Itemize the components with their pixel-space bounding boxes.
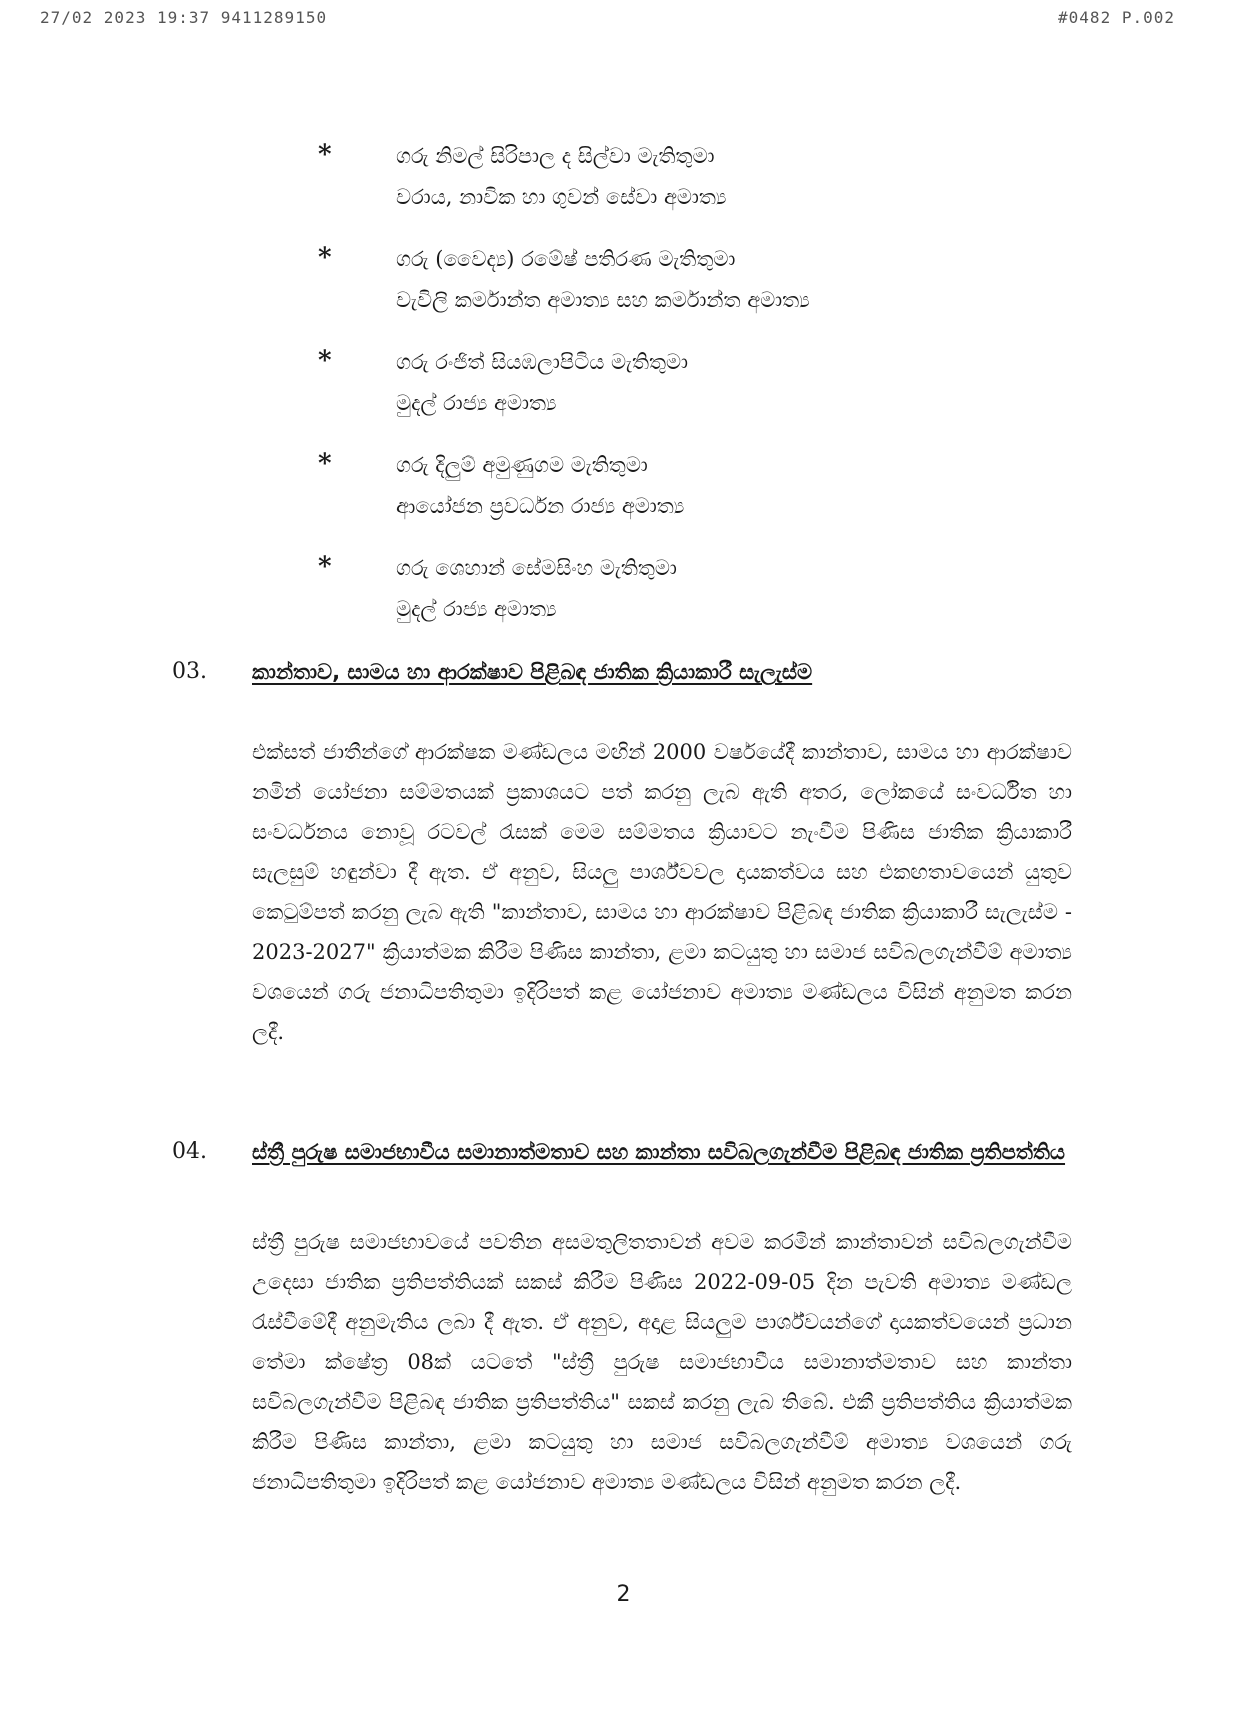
minister-name: ගරු නිමල් සිරිපාල ද සිල්වා මැතිතුමා — [396, 144, 715, 168]
minister-name: ගරු ශෙහාන් සේමසිංහ මැතිතුමා — [396, 556, 677, 580]
fax-header — [40, 8, 1175, 32]
section-number: 04. — [172, 1139, 207, 1164]
minister-name: ගරු දිලුම් අමුණුගම මැතිතුමා — [396, 453, 648, 477]
section-body: එක්සත් ජාතීන්ගේ ආරක්ෂක මණ්ඩලය මඟින් 2000 වර්ෂයේදී කාන්තාව, සාමය හා ආරක්ෂාව නමින් යෝජනා සම්මතයක් ප්‍රකාශයට පත් කරනු ලැබ ඇති අතර, ලෝකයේ සංවර්ධිත හා සංවර්ධනය නොවූ රටවල් රැසක් මෙම සම්මතය ක්‍රියාවට නැංවීම පිණිස ජාතික ක්‍රියාකාරී සැලසුම් හඳුන්වා දී ඇත. ඒ අනුව, සියලු පාර්ශ්වවල දායකත්වය සහ එකඟතාවයෙන් යුතුව කෙටුම්පත් කරනු ලැබ ඇති "කාන්තාව, සාමය හා ආරක්ෂාව පිළිබඳ ජාතික ක්‍රියාකාරී සැලැස්ම - 2023-2027" ක්‍රියාත්මක කිරීම පිණිස කාන්තා, ළමා කටයුතු හා සමාජ සවිබලගැන්වීම් අමාත්‍ය වශයෙන් ගරු ජනාධිපතිතුමා ඉදිරිපත් කළ යෝජනාව අමාත්‍ය මණ්ඩලය විසින් අනුමත කරන ලදී. — [252, 740, 1072, 1044]
bullet-asterisk: * — [318, 346, 332, 376]
list-item — [318, 342, 1038, 445]
fax-timestamp: 27/02 2023 19:37 9411289150 — [40, 8, 328, 27]
section-number: 03. — [172, 659, 207, 684]
section-title: කාන්තාව, සාමය හා ආරක්ෂාව පිළිබඳ ජාතික ක්‍රියාකාරී සැලැස්ම — [252, 660, 813, 684]
minister-portfolio: මුදල් රාජ්‍ය අමාත්‍ය — [396, 391, 557, 415]
minister-name: ගරු (වෛද්‍ය) රමේෂ් පතිරණ මැතිතුමා — [396, 247, 736, 271]
page-number: 2 — [616, 1582, 631, 1607]
section-body: ස්ත්‍රී පුරුෂ සමාජභාවයේ පවතින අසමතුලිතතාවන් අවම කරමින් කාන්තාවන් සවිබලගැන්වීම උදෙසා ජාතික ප්‍රතිපත්තියක් සකස් කිරීම පිණිස 2022-09-05 දින පැවති අමාත්‍ය මණ්ඩල රැස්වීමේදී අනුමැතිය ලබා දී ඇත. ඒ අනුව, අදාළ සියලුම පාර්ශ්වයන්ගේ දායකත්වයෙන් ප්‍රධාන තේමා ක්ෂේත්‍ර 08ක් යටතේ "ස්ත්‍රී පුරුෂ සමාජභාවීය සමානාත්මතාව සහ කාන්තා සවිබලගැන්වීම පිළිබඳ ජාතික ප්‍රතිපත්තිය" සකස් කරනු ලැබ තිබේ. එකී ප්‍රතිපත්තිය ක්‍රියාත්මක කිරීම පිණිස කාන්තා, ළමා කටයුතු හා සමාජ සවිබලගැන්වීම් අමාත්‍ය වශයෙන් ගරු ජනාධිපතිතුමා ඉදිරිපත් කළ යෝජනාව අමාත්‍ය මණ්ඩලය විසින් අනුමත කරන ලදී. — [252, 1230, 1072, 1494]
list-item — [318, 136, 1038, 239]
bullet-asterisk: * — [318, 449, 332, 479]
section-title: ස්ත්‍රී පුරුෂ සමාජභාවීය සමානාත්මතාව සහ කාන්තා සවිබලගැන්වීම පිළිබඳ ජාතික ප්‍රතිපත්තිය — [252, 1140, 1066, 1164]
minister-portfolio: වැවිලි කර්මාන්ත අමාත්‍ය සහ කර්මාන්ත අමාත්‍ය — [396, 288, 810, 312]
bullet-asterisk: * — [318, 552, 332, 582]
list-item — [318, 239, 1038, 342]
minister-portfolio: ආයෝජන ප්‍රවර්ධන රාජ්‍ය අමාත්‍ය — [396, 494, 685, 518]
bullet-asterisk: * — [318, 243, 332, 273]
minister-portfolio: මුදල් රාජ්‍ය අමාත්‍ය — [396, 597, 557, 621]
fax-page-ref: #0482 P.002 — [1058, 8, 1175, 27]
list-item — [318, 548, 1038, 651]
minister-name: ගරු රංජිත් සියඹලාපිටිය මැතිතුමා — [396, 350, 689, 374]
list-item — [318, 445, 1038, 548]
minister-portfolio: වරාය, නාවික හා ගුවන් සේවා අමාත්‍ය — [396, 185, 727, 209]
bullet-asterisk: * — [318, 140, 332, 170]
minister-list — [318, 136, 1038, 651]
